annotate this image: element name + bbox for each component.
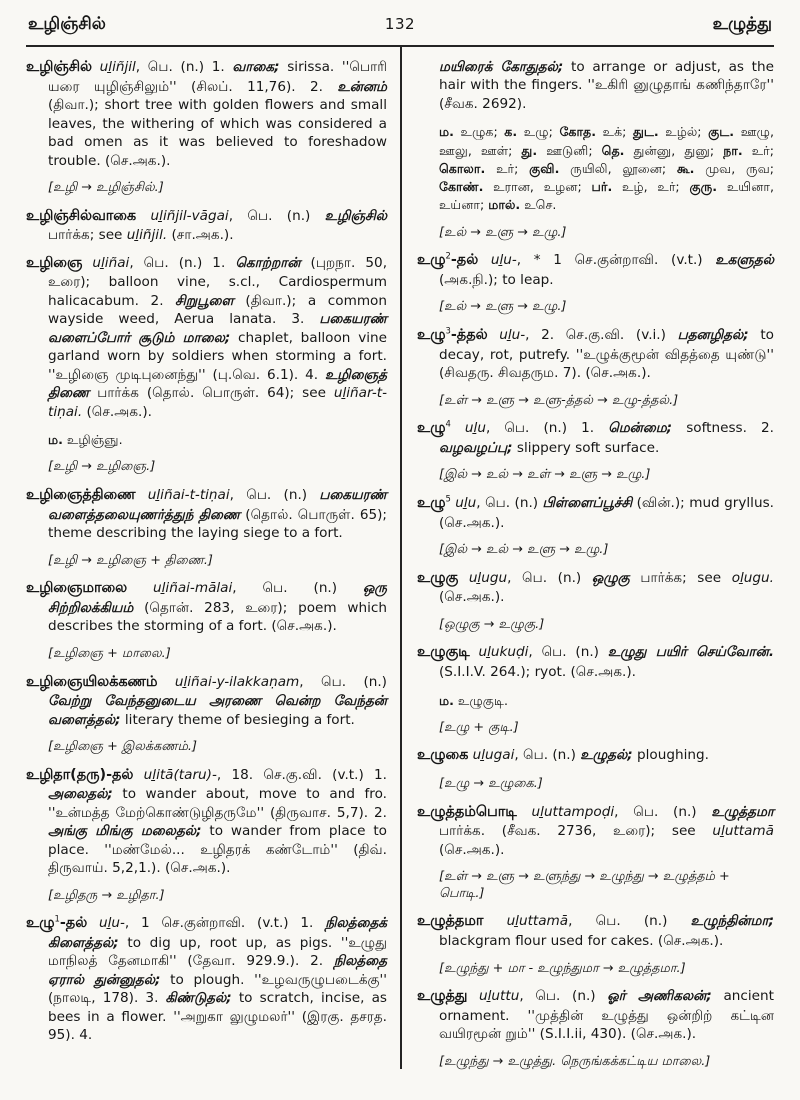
tamil-gloss: நிலத்தைக் கிளைத்தல்; xyxy=(48,915,387,951)
tamil-gloss: பிள்ளைப்பூச்சி xyxy=(542,494,633,511)
continuation-paragraph: மயிரைக் கோதுதல்; to arrange or adjust, as the hair with the fingers. ''உகிரி னுழுதாங் கணிந்தாரே'' (சீவக. 2692). xyxy=(439,59,774,112)
entry-headword-suffix: -த்தல் xyxy=(450,327,488,344)
dictionary-entry: உழிஞையிலக்கணம் uḻiñai-y-ilakkaṇam, பெ. (n.) வேற்று வேந்தனுடைய அரணை வென்ற வேந்தன் வளைத்தல்; literary theme of besieging a fort. xyxy=(26,673,387,728)
entry-transliteration: uḻitā(taru)- xyxy=(143,766,217,783)
tamil-gloss: கொற்றான் xyxy=(235,254,301,271)
tamil-gloss: பதனழிதல்; xyxy=(677,327,749,344)
entry-transliteration: uḻiñai-mālai xyxy=(153,580,233,597)
dictionary-entry: உழுத்தம்பொடி uḻuttampoḍi, பெ. (n.) உழுத்தமா பார்க்க. (சீவக. 2736, உரை); see uḻuttamā (செ.அக.). xyxy=(417,803,774,858)
etymology-note: [உழிஞை + இலக்கணம்.] xyxy=(48,739,197,755)
entry-transliteration: uḻu- xyxy=(98,915,125,932)
entry-headword-suffix: -தல் xyxy=(59,915,88,932)
tamil-gloss: நிலத்தை ஏரால் துன்னுதல்; xyxy=(48,953,387,988)
tamil-gloss: கோத. xyxy=(559,124,597,140)
tamil-gloss: குரு. xyxy=(689,179,718,195)
tamil-gloss: உகளுதல் xyxy=(715,252,774,269)
dictionary-entry: உழு$^4$ uḻu, பெ. (n.) 1. மென்மை; softness. 2. வழவழப்பு; slippery soft surface. xyxy=(417,418,774,456)
entry-headword: உழிஞ்சில் xyxy=(26,59,92,75)
entry-transliteration: uḻiñai-y-ilakkaṇam xyxy=(174,673,300,690)
tamil-gloss: அலைதல்; xyxy=(48,786,113,803)
tamil-gloss: ஒழுகு xyxy=(591,569,630,586)
entry-transliteration: uḻu xyxy=(464,420,486,437)
two-column-text xyxy=(26,47,774,1069)
tamil-gloss: உழுது பயிர் செய்வோன். xyxy=(607,644,774,661)
entry-headword: உழுத்து xyxy=(417,988,468,1005)
tamil-gloss: ம. xyxy=(439,124,454,140)
italic-reference: uḻuttamā xyxy=(712,823,774,840)
entry-headword: உழு xyxy=(417,252,446,269)
tamil-gloss: துட. xyxy=(632,124,659,140)
tamil-gloss: உழுத்தமா xyxy=(711,803,774,820)
tamil-gloss: பர். xyxy=(591,179,613,195)
etymology-note: [உழி → உழிஞை + திணை.] xyxy=(48,552,213,568)
tamil-gloss: பகையரண் வளைத்தலையுணர்த்துந் திணை xyxy=(48,487,387,523)
entry-superscript-index: 2 xyxy=(445,250,451,261)
etymology-note: [உல் → உளு → உழு.] xyxy=(439,224,567,240)
etymology-note: [உழி → உழிஞை.] xyxy=(48,459,156,475)
entry-transliteration: uḻukuḍi xyxy=(478,644,529,661)
entry-transliteration: uḻugu xyxy=(468,569,508,586)
dictionary-entry: உழுகை uḻugai, பெ. (n.) உழுதல்; ploughing. xyxy=(417,747,709,764)
etymology-note: [உழி → உழிஞ்சில்.] xyxy=(48,180,164,196)
tamil-gloss: பகையரண் வளைப்போர் சூடும் மாலை; xyxy=(48,311,387,346)
entry-superscript-index: 1 xyxy=(54,913,60,924)
tamil-gloss: குட. xyxy=(708,124,735,140)
entry-headword: உழுத்தமா xyxy=(417,913,484,930)
entry-headword: உழிஞைமாலை xyxy=(26,580,128,597)
tamil-gloss: து. xyxy=(521,142,538,158)
tamil-gloss: கூ. xyxy=(676,160,695,176)
dictionary-entry: உழிதா(தரு)-தல் uḻitā(taru)-, 18. செ.கு.வி. (v.t.) 1. அலைதல்; to wander about, move to and fro. ''உன்மத்த மேற்கொண்டுழிதருமே'' (திருவாச. 5,7). 2. அங்கு மிங்கு மலைதல்; to wander from place to place. ''மண்மேல்... உழிதரக் கண்டோம்'' (திவ். திருவாய். 5,2,1.). (செ.அக.). xyxy=(26,766,387,877)
entry-transliteration: uḻiñjil xyxy=(99,59,136,75)
dictionary-entry: உழு$^1$-தல் uḻu-, 1 செ.குன்றாவி. (v.t.) 1. நிலத்தைக் கிளைத்தல்; to dig up, root up, as pigs. ''உழுது மாநிலத் தேனமாகி'' (தேவா. 929.9.). 2. நிலத்தை ஏரால் துன்னுதல்; to plough. ''உழவருழுபடைக்கு'' (நாலடி, 178). 3. கிண்டுதல்; to scratch, incise, as bees in a flower. ''அறுகா லுழுமலர்'' (இரகு. தசரத. 95). 4. xyxy=(26,913,387,1044)
tamil-gloss: அங்கு மிங்கு மலைதல்; xyxy=(48,823,202,840)
left-column xyxy=(26,47,400,1069)
dictionary-entry: உழுகு uḻugu, பெ. (n.) ஒழுகு பார்க்க; see oḻugu. (செ.அக.). xyxy=(417,569,774,606)
entry-headword: உழிஞையிலக்கணம் xyxy=(26,673,158,690)
dictionary-entry: உழு$^2$-தல் uḻu-, * 1 செ.குன்றாவி. (v.t.) உகளுதல் (அக.நி.); to leap. xyxy=(417,250,774,288)
etymology-note: [உழுந்து + மா - உழுந்துமா → உழுத்தமா.] xyxy=(439,960,686,976)
etymology-note: [இல் → உல் → உளு → உழு.] xyxy=(439,542,609,558)
tamil-gloss: க. xyxy=(504,124,518,140)
cognate-note: ம. உழுக; க. உழு; கோத. உக்; துட. உழ்ல்; குட. ஊழு, ஊலு, ஊள்; து. ஊடுனி; தெ. துன்னு, துனு; நா. உர்; கொலா. உர்; குவி. ருயிலி, லூனை; கூ. முவ, ருவ; கோண். உரான, உழன; பர். உழ், உர்; குரு. உயினா, உய்னா; மால். உசெ. xyxy=(439,124,774,213)
entry-headword: உழுத்தம்பொடி xyxy=(417,803,517,820)
entry-headword: உழு xyxy=(417,327,446,344)
tamil-gloss: வாகை; xyxy=(232,59,280,75)
cognate-note: ம. உழிஞ்ஞு. xyxy=(48,432,123,448)
etymology-note: [உள் → உளு → உளு-த்தல் → உழு-த்தல்.] xyxy=(439,392,679,408)
tamil-gloss: வேற்று வேந்தனுடைய அரணை வென்ற வேந்தன் வளைத்தல்; xyxy=(48,693,387,728)
cognate-note: ம. உழுகுடி. xyxy=(439,692,508,708)
tamil-gloss: குவி. xyxy=(529,160,560,176)
dictionary-entry: உழிஞைமாலை uḻiñai-mālai, பெ. (n.) ஒரு சிற்றிலக்கியம் (தொன். 283, உரை); poem which describes the storming of a fort. (செ.அக.). xyxy=(26,580,387,635)
entry-superscript-index: 4 xyxy=(445,418,451,429)
tamil-gloss: தெ. xyxy=(601,142,625,158)
header-guide-word-right: உழுத்து xyxy=(712,14,772,34)
tamil-gloss: உழுதல்; xyxy=(580,747,633,764)
dictionary-entry: உழுத்து uḻuttu, பெ. (n.) ஓர் அணிகலன்; ancient ornament. ''முத்தின் உழுத்து ஒன்றிற் கட்டின வயிரமூன் றும்'' (S.I.I.ii, 430). (செ.அக.). xyxy=(417,988,774,1043)
entry-transliteration: uḻiñjil-vāgai xyxy=(150,207,229,224)
entry-transliteration: uḻu- xyxy=(499,327,526,344)
entry-superscript-index: 5 xyxy=(445,493,451,504)
dictionary-entry: உழிஞ்சில் uḻiñjil, பெ. (n.) 1. வாகை; sirissa. ''பொரி யரை யுழிஞ்சிலும்'' (சிலப். 11,76). 2. உன்னம் (திவா.); short tree with golden flowers and small leaves, the withering of which was considered a bad omen as it was believed to foreshadow trouble. (செ.அக.). xyxy=(26,59,387,169)
italic-reference: uḻiñar-t-tiṇai. xyxy=(48,385,387,420)
tamil-gloss: ஓர் அணிகலன்; xyxy=(607,988,712,1005)
entry-transliteration: uḻu xyxy=(455,494,477,511)
entry-headword: உழு xyxy=(417,494,446,511)
etymology-note: [உள் → உளு → உளுந்து → உழுந்து → உழுத்தம் + பொடி.] xyxy=(439,869,730,901)
right-column xyxy=(400,47,774,1069)
etymology-note: [உழிதரு → உழிதா.] xyxy=(48,887,165,903)
entry-headword: உழு xyxy=(417,420,446,437)
tamil-gloss: மென்மை; xyxy=(608,420,673,437)
dictionary-entry: உழுத்தமா uḻuttamā, பெ. (n.) உழுந்தின்மா; blackgram flour used for cakes. (செ.அக.). xyxy=(417,913,774,950)
etymology-note: [உழிஞை + மாலை.] xyxy=(48,645,171,661)
tamil-gloss: உழிஞ்சில் xyxy=(324,207,387,224)
dictionary-entry: உழு$^5$ uḻu, பெ. (n.) பிள்ளைப்பூச்சி (வின்.); mud gryllus. (செ.அக.). xyxy=(417,493,774,531)
entry-headword: உழு xyxy=(26,915,55,932)
entry-headword: உழிஞ்சில்வாகை xyxy=(26,207,137,224)
page-number: 132 xyxy=(384,15,416,33)
italic-reference: uḻiñjil. xyxy=(126,227,168,244)
tamil-gloss: சிறுபூளை xyxy=(175,292,234,309)
page-header xyxy=(26,10,774,36)
dictionary-entry: உழுகுடி uḻukuḍi, பெ. (n.) உழுது பயிர் செய்வோன். (S.I.I.V. 264.); ryot. (செ.அக.). xyxy=(417,644,774,681)
etymology-note: [இல் → உல் → உள் → உளு → உழு.] xyxy=(439,467,651,483)
tamil-gloss: மால். xyxy=(488,197,521,213)
etymology-note: [உழு → உழுகை.] xyxy=(439,775,543,791)
tamil-gloss: உழுந்தின்மா; xyxy=(690,913,774,930)
entry-transliteration: uḻiñai-t-tiṇai xyxy=(147,487,230,504)
italic-reference: oḻugu. xyxy=(731,569,774,586)
tamil-gloss: கோண். xyxy=(439,179,484,195)
entry-transliteration: uḻu- xyxy=(490,252,517,269)
entry-headword: உழுகுடி xyxy=(417,644,470,661)
tamil-gloss: ம. xyxy=(439,692,454,708)
entry-headword: உழுகு xyxy=(417,569,459,586)
entry-headword: உழிஞை xyxy=(26,254,83,271)
etymology-note: [ஒழுகு → உழுகு.] xyxy=(439,616,545,632)
entry-headword: உழுகை xyxy=(417,747,469,764)
dictionary-entry: உழிஞை uḻiñai, பெ. (n.) 1. கொற்றான் (புறநா. 50, உரை); balloon vine, s.cl., Cardiospermum halicacabum. 2. சிறுபூளை (திவா.); a common wayside weed, Aerua lanata. 3. பகையரண் வளைப்போர் சூடும் மாலை; chaplet, balloon vine garland worn by soldiers when storming a fort. ''உழிஞை முடிபுனைந்து'' (பு.வெ. 6.1). 4. உழிஞைத் திணை பார்க்க (தொல். பொருள். 64); see uḻiñar-t-tiṇai. (செ.அக.). xyxy=(26,254,388,420)
header-guide-word-left: உழிஞ்சில் xyxy=(28,14,106,34)
etymology-note: [உல் → உளு → உழு.] xyxy=(439,299,567,315)
entry-transliteration: uḻuttamā xyxy=(506,913,569,930)
tamil-gloss: உன்னம் xyxy=(337,78,387,95)
entry-transliteration: uḻiñai xyxy=(92,254,130,271)
tamil-gloss: மயிரைக் கோதுதல்; xyxy=(439,59,564,75)
entry-transliteration: uḻuttampoḍi xyxy=(531,803,615,820)
entry-headword: உழிதா(தரு)-தல் xyxy=(26,766,134,783)
entry-headword: உழிஞைத்திணை xyxy=(26,487,136,504)
tamil-gloss: கிண்டுதல்; xyxy=(165,990,232,1007)
dictionary-entry: உழு$^3$-த்தல் uḻu-, 2. செ.கு.வி. (v.i.) பதனழிதல்; to decay, rot, putrefy. ''உழுக்குமூன் விதத்தை யுண்டு'' (சிவதரு. சிவதரும. 7). (செ.அக.). xyxy=(417,325,774,382)
tamil-gloss: ம. xyxy=(48,432,63,448)
tamil-gloss: நா. xyxy=(723,142,743,158)
dictionary-entry: உழிஞைத்திணை uḻiñai-t-tiṇai, பெ. (n.) பகையரண் வளைத்தலையுணர்த்துந் திணை (தொல். பொருள். 65); theme describing the laying siege to a fort. xyxy=(26,487,388,542)
tamil-gloss: வழவழப்பு; xyxy=(439,439,513,456)
entry-transliteration: uḻugai xyxy=(472,747,515,764)
etymology-note: [உழுந்து → உழுத்து. நெருங்கக்கட்டிய மாலை.] xyxy=(439,1053,711,1069)
tamil-gloss: உழிஞைத் திணை xyxy=(48,366,387,402)
dictionary-entry: உழிஞ்சில்வாகை uḻiñjil-vāgai, பெ. (n.) உழிஞ்சில் பார்க்க; see uḻiñjil. (சா.அக.). xyxy=(26,207,387,244)
tamil-gloss: கொலா. xyxy=(439,160,486,176)
entry-headword-suffix: -தல் xyxy=(450,252,479,269)
etymology-note: [உழு + குடி.] xyxy=(439,719,519,735)
entry-superscript-index: 3 xyxy=(445,325,451,336)
tamil-gloss: ஒரு சிற்றிலக்கியம் xyxy=(48,580,387,616)
entry-transliteration: uḻuttu xyxy=(479,988,520,1005)
